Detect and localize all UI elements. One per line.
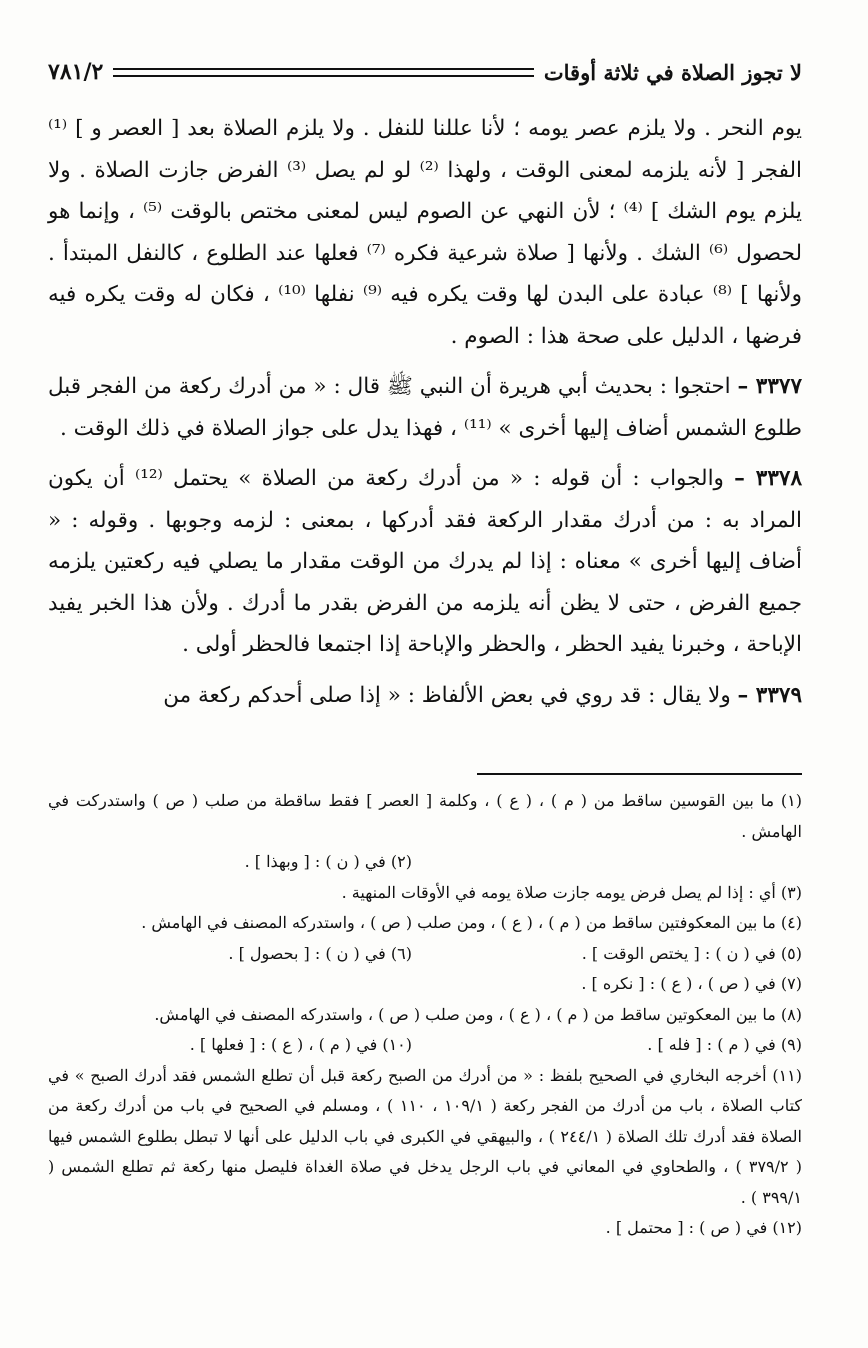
paragraph-number: ٣٣٧٩ – bbox=[737, 682, 802, 708]
paragraph-3378 bbox=[48, 458, 802, 666]
footnote-row bbox=[48, 939, 802, 970]
footnote-10: (١٠) في ( م ) ، ( ع ) : [ فعلها ] . bbox=[189, 1035, 412, 1054]
footnote-1: (١) ما بين القوسين ساقط من ( م ) ، ( ع ) ، وكلمة [ العصر ] فقط ساقطة من صلب ( ص ) واستدركت في الهامش . bbox=[48, 791, 802, 841]
footnote-row bbox=[48, 847, 802, 878]
paragraph-number: ٣٣٧٧ – bbox=[737, 374, 802, 399]
paragraph-3379 bbox=[48, 675, 802, 717]
paragraph-text: ولا يقال : قد روي في بعض الألفاظ : « إذا صلى أحدكم ركعة من bbox=[163, 682, 731, 708]
paragraph-number: ٣٣٧٨ – bbox=[734, 466, 802, 491]
footnote-row bbox=[48, 1030, 802, 1061]
footnote-8: (٨) ما بين المعكوتين ساقط من ( م ) ، ( ع ) ، ومن صلب ( ص ) ، واستدركه المصنف في الهامش. bbox=[154, 1004, 802, 1024]
paragraph-continued bbox=[48, 108, 802, 357]
paragraph-3377 bbox=[48, 366, 802, 449]
paragraph-text: احتجوا : بحديث أبي هريرة أن النبي ﷺ قال : « من أدرك ركعة من الفجر قبل طلوع الشمس أضاف إليها أخرى » ⁽¹¹⁾ ، فهذا يدل على جواز الصلاة في ذلك الوقت . bbox=[48, 374, 802, 441]
footnote-11: (١١) أخرجه البخاري في الصحيح بلفظ : « من أدرك من الصبح ركعة قبل أن تطلع الشمس فقد أدرك الصبح » في كتاب الصلاة ، باب من أدرك من الفجر ركعة ( ١٠٩/١ ، ١١٠ ) ، ومسلم في الصحيح في باب من أدرك ركعة من الصلاة فقد أدرك تلك الصلاة ( ٢٤٤/١ ) ، والبيهقي في الكبرى في باب الدليل على أنها لا تبطل بطلوع الشمس فيها ( ٣٧٩/٢ ) ، والطحاوي في المعاني في باب الرجل يدخل في صلاة الغداة فليصل منها ركعة ثم تطلع الشمس ( ٣٩٩/١ ) . bbox=[48, 1065, 803, 1207]
footnote-2: (٢) في ( ن ) : [ وبهذا ] . bbox=[244, 852, 412, 871]
footnote-3: (٣) أي : إذا لم يصل فرض يومه جازت صلاة يومه في الأوقات المنهية . bbox=[341, 882, 802, 902]
footnote-4: (٤) ما بين المعكوفتين ساقط من ( م ) ، ( ع ) ، ومن صلب ( ص ) ، واستدركه المصنف في الهامش . bbox=[141, 913, 802, 932]
footnote-separator bbox=[477, 773, 802, 775]
footnote-5: (٥) في ( ن ) : [ يختص الوقت ] . bbox=[581, 943, 802, 963]
paragraph-text: يوم النحر . ولا يلزم عصر يومه ؛ لأنا عللنا للنفل . ولا يلزم الصلاة بعد [ العصر و ] ⁽¹⁾ الفجر [ لأنه يلزمه لمعنى الوقت ، ولهذا ⁽²⁾ لو لم يصل ⁽³⁾ الفرض جازت الصلاة . ولا يلزم يوم الشك ] ⁽⁴⁾ ؛ لأن النهي عن الصوم ليس لمعنى مختص بالوقت ⁽⁵⁾ ، وإنما هو لحصول ⁽⁶⁾ الشك . ولأنها [ صلاة شرعية فكره ⁽⁷⁾ فعلها عند الطلوع ، كالنفل المبتدأ . ولأنها ] ⁽⁸⁾ عبادة على البدن لها وقت يكره فيه ⁽⁹⁾ نفلها ⁽¹⁰⁾ ، فكان له وقت يكره فيه فرضها ، الدليل على صحة هذا : الصوم . bbox=[48, 116, 803, 349]
header-rule bbox=[113, 68, 534, 77]
book-page bbox=[48, 0, 802, 1348]
main-text bbox=[48, 108, 802, 725]
running-title: لا تجوز الصلاة في ثلاثة أوقات bbox=[543, 59, 802, 85]
footnote-7: (٧) في ( ص ) ، ( ع ) : [ نكره ] . bbox=[581, 974, 802, 993]
footnote-6: (٦) في ( ن ) : [ بحصول ] . bbox=[228, 943, 412, 963]
paragraph-text: والجواب : أن قوله : « من أدرك ركعة من الصلاة » يحتمل ⁽¹²⁾ أن يكون المراد به : من أدرك مقدار الركعة فقد أدركها ، بمعنى : لزمه وجوبها . وقوله : « أضاف إليها أخرى » معناه : إذا لم يدرك من الوقت مقدار ما يصلي فيه ركعتين يلزمه جميع الفرض ، حتى لا يظن أنه يلزمه من الفرض بقدر ما أدرك . ولأن هذا الخبر يفيد الإباحة ، وخبرنا يفيد الحظر ، والحظر والإباحة إذا اجتمعا فالحظر أولى . bbox=[48, 466, 802, 657]
footnote-12: (١٢) في ( ص ) : [ محتمل ] . bbox=[605, 1218, 802, 1237]
page-number: ٧٨١/٢ bbox=[48, 59, 104, 85]
footnotes bbox=[48, 786, 802, 1244]
page-header bbox=[48, 52, 802, 92]
footnote-9: (٩) في ( م ) : [ فله ] . bbox=[647, 1035, 802, 1054]
